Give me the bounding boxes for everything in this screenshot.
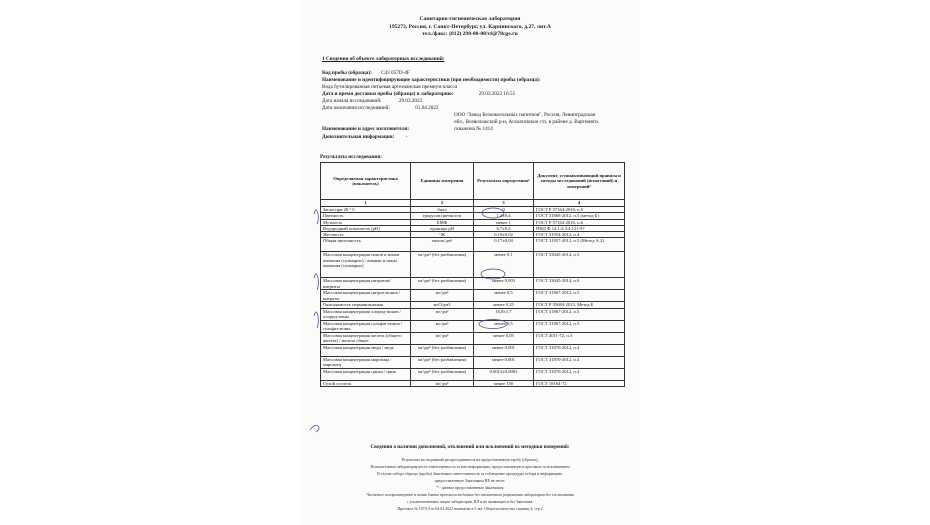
cell-method: ГОСТ 31868-2012, п.5 (метод Б) [534,213,625,219]
cell-result: 0,10±0,02 [474,232,534,238]
pen-tick-icon [314,274,318,290]
cell-units: мг/дм³ [411,308,474,320]
cell-units: ммоль/дм³ [411,238,474,252]
end-label: Дата окончания исследований: [322,105,390,111]
results-title: Результаты исследования: [320,154,382,160]
cell-characteristic: Водородный показатель (pH) [321,225,411,231]
cell-units: мг/дм³ (без разбавления) [411,356,474,368]
delivery-value: 29.03.2022 16:55 [478,91,516,97]
cell-characteristic: Массовая концентрация нитрат-ионов / нитраты [321,290,411,302]
extra-value: - [405,134,408,140]
cell-units: ЕМФ [411,219,474,225]
cell-characteristic: Цветность [321,213,411,219]
cell-characteristic: Мутность [321,219,411,225]
cell-method: ГОСТ 31867-2012, п.5 [534,308,625,320]
cell-result: менее 0,1 [474,252,534,278]
cell-characteristic: Массовая концентрация железа (общего железа) / железо общее [321,332,411,344]
cell-characteristic: Массовая концентрация меди / медь [321,344,411,356]
sample-code-label: Код пробы (образца): [322,70,372,76]
sample-code-value: С43 057D-4F [381,70,410,76]
cell-result: менее 0,25 [474,302,534,308]
cell-units: мг/дм³ [411,290,474,302]
cell-result: менее 1 [474,219,534,225]
cell-method: ГОСТ Р 55684-2013, Метод Б [534,302,625,308]
pen-marks [300,0,640,525]
cell-method: ГОСТ Р 57164-2016, п.5 [534,207,625,213]
cell-units: мг/дм³ (без разбавления) [411,252,474,278]
col-header-results: Результаты определения¹ [474,163,534,200]
cell-units: мг/дм³ [411,320,474,332]
cell-units: мг/дм³ (без разбавления) [411,278,474,290]
cell-characteristic: Массовая концентрация марганца / марганец [321,356,411,368]
manufacturer-line: обл., Всеволожский р-н, Агалатовское с/п, в районе д. Вартемяги, [454,119,600,126]
cell-method: ГОСТ 33045-2014, п.5 [534,252,625,278]
start-value: 29.03.2022 [398,98,423,104]
footer-line: Частичное воспроизведение и копия бланка протокола на бланке без письменного разрешения лаборатории без согласования [366,493,574,497]
footer-line: В случае отбора образца (пробы) Заказчиком ответственность за соблюдение процедуры отбора и информацию, [377,472,563,476]
pen-circle-icon [482,208,504,218]
cell-units: мг/дм³ (без разбавления) [411,368,474,380]
cell-units: мг/дм³ [411,332,474,344]
extra-label: Дополнительная информация: [322,134,395,140]
cell-method: ГОСТ 31954-2012, п.4 [534,232,625,238]
cell-characteristic: Общая щелочность [321,238,411,252]
manufacturer-line: скважина № 1414 [454,126,493,133]
manufacturer-line: ООО "Завод Безалкогольных напитков", Россия, Ленинградская [454,112,596,118]
cell-units: единицы pH [411,225,474,231]
cell-characteristic: Окисляемость перманганатная [321,302,411,308]
col-number: 1 [321,200,411,207]
document-page [300,0,640,525]
pen-circle-icon [481,269,505,279]
manufacturer-label: Наименование и адрес изготовителя: [322,126,410,132]
delivery-label: Дата и время доставки пробы (образца) в лабораторию: [322,91,454,97]
cell-result: менее 0,5 [474,320,534,332]
cell-units: балл [411,207,474,213]
cell-result: менее 150 [474,380,534,386]
footer-title: Сведения о наличии дополнений, отклонений или исключений из методики измерений: [370,445,570,450]
cell-method: ГОСТ 31870-2012, п.4 [534,344,625,356]
cell-method: ГОСТ 31867-2012, п.5 [534,320,625,332]
cell-method: ГОСТ 18164-72 [534,380,625,386]
cell-method: ГОСТ 31867-2012, п.5 [534,290,625,302]
sample-name-label: Наименование и идентифицирующие характеристики (при необходимости) пробы (образца): [322,77,541,83]
lab-contact: тел./факс: (812) 298-00-00/vf@78cge.ru [422,31,518,38]
cell-result: менее 0,05 [474,332,534,344]
section-title: 1 Сведения об объекте лабораторных исследований: [322,56,445,62]
cell-characteristic: Массовая концентрация нитритов/ нитриты [321,278,411,290]
cell-result: 0,0013±0,0003 [474,368,534,380]
cell-method: ПНД Ф 14.1:2:3:4.121-97 [534,225,625,231]
cell-method: ГОСТ 31870-2012, п.4 [534,368,625,380]
cell-method: ГОСТ 31870-2012, п.4 [534,356,625,368]
cell-characteristic: Сухой остаток [321,380,411,386]
cell-units: мгО/дм3 [411,302,474,308]
lab-address: 195273, Россия, г. Санкт-Петербург, ул. Карпинского, д.27, лит.А [389,23,551,30]
col-header-method: Документ, устанавливающий правила и методы исследований (испытаний) и измерений² [534,163,625,200]
footer-line: с уполномоченным лицом лаборатории, ИЛ и не являющиеся без Заказчика. [406,500,534,504]
cell-result: менее 0,001 [474,344,534,356]
cell-method: ГОСТ Р 57164-2016, п.6 [534,219,625,225]
cell-result: 0,17±0,04 [474,238,534,252]
cell-units: мг/дм³ [411,380,474,386]
cell-characteristic: Запах при 20 ° С [321,207,411,213]
end-value: 01.04.2022 [415,105,439,111]
col-number: 4 [534,200,625,207]
cell-characteristic: Массовая концентрация хлорид-ионов / хлорид-ионы [321,308,411,320]
cell-result: менее 0,003 [474,278,534,290]
cell-characteristic: Массовая концентрация сульфат-ионов / сульфат-ионы [321,320,411,332]
cell-result: 0 [474,207,534,213]
footer-line: Результаты исследований распространяются на предоставленную пробу (образец). [401,458,539,462]
cell-units: мг/дм³ (без разбавления) [411,344,474,356]
cell-result: менее 0,5 [474,290,534,302]
cell-result: 1,4±0,4 [474,213,534,219]
pen-tick-icon [314,210,318,224]
cell-units: градусов цветности [411,213,474,219]
cell-units: °Ж [411,232,474,238]
cell-result: 16,8±1,7 [474,308,534,320]
col-header-characteristic: Определяемая характеристика (показатель) [321,163,411,200]
pen-circle-icon [479,320,507,329]
pen-tick-icon [314,312,318,328]
cell-method: ГОСТ 4011-72, п.3 [534,332,625,344]
cell-result: 6,7±0,2 [474,225,534,231]
cell-method: ГОСТ 31957-2012, п.5 (Метод А.2) [534,238,625,252]
cell-characteristic: Жесткость [321,232,411,238]
cell-result: менее 0,001 [474,356,534,368]
start-label: Дата начала исследований: [322,98,382,104]
col-header-units: Единицы измерения [411,163,474,200]
footer-line: * - данные предоставленные Заказчиком [436,486,504,490]
lab-name: Санитарно-гигиеническая лаборатория [419,16,521,22]
col-number: 2 [411,200,474,207]
footer-line: предоставленную Заказчиком НЕ не несет. [434,479,506,483]
footer-line: Испытательная лаборатория несет ответственность за всю информацию, предоставленную в протоколе за исключением [370,465,570,469]
pen-tick-icon [310,426,319,433]
footer-line: Протокол № 1974-4 от 04.04.2022 напечатан в 3 экз. Общее количество страниц 4, стр 2 [397,507,543,511]
cell-method: ГОСТ 33045-2014, п.6 [534,278,625,290]
col-number: 3 [474,200,534,207]
sample-name-value: Вода бутилированная питьевая артезианская премиум класса [322,84,458,90]
cell-characteristic: Массовая концентрация ионов и ионов аммония (суммарно) / аммиак и ионы аммония (суммарно) [321,252,411,278]
cell-characteristic: Массовая концентрация цинка / цинк [321,368,411,380]
